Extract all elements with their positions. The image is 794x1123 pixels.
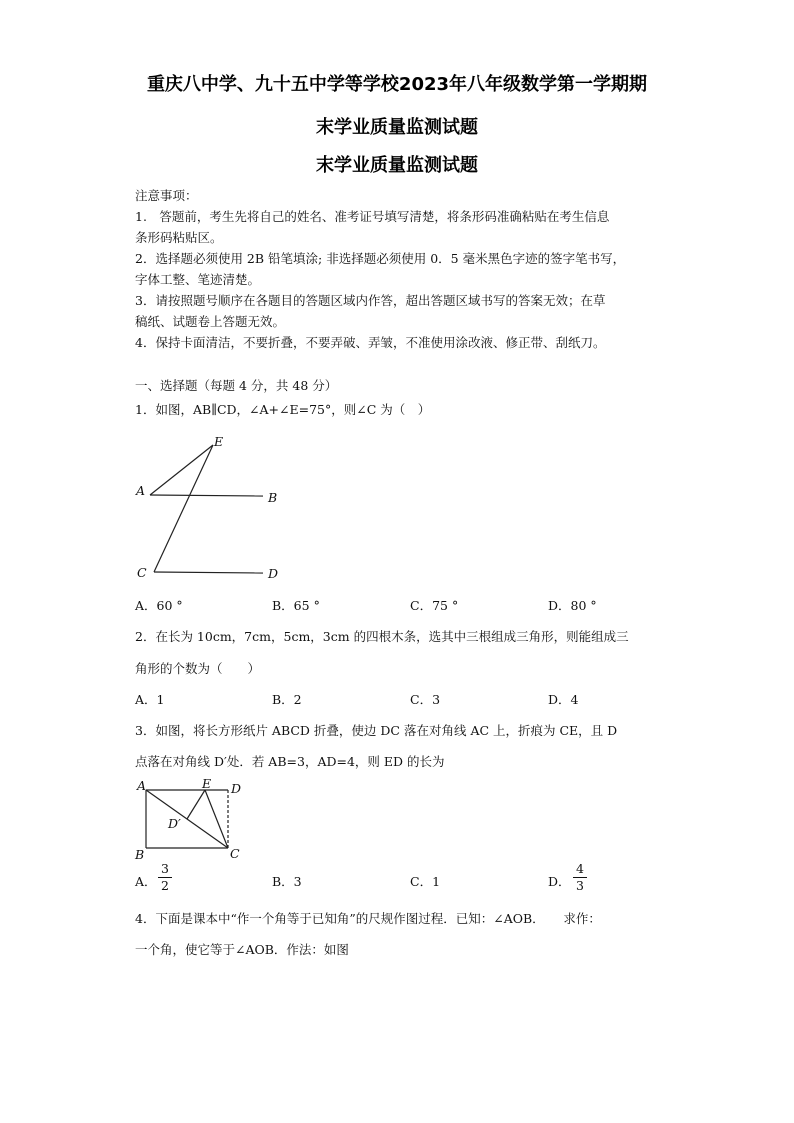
section-heading: 一、选择题（每题 4 分，共 48 分） [135, 378, 338, 393]
q1-label-E: E [214, 434, 224, 449]
q3-option-d-prefix: D． [548, 874, 571, 889]
q3-stem-line-1: 3．如图，将长方形纸片 ABCD 折叠，使边 DC 落在对角线 AC 上，折痕为 CE，且 D [135, 723, 618, 738]
notice-line: 稿纸、试题卷上答题无效。 [135, 314, 286, 329]
title-line-1: 重庆八中学、九十五中学等学校2023年八年级数学第一学期期 [146, 74, 648, 95]
q3-option-a-denominator: 2 [161, 878, 169, 893]
q4-stem-line-1: 4．下面是课本中“作一个角等于已知角”的尺规作图过程．已知：∠AOB． 求作： [135, 911, 601, 926]
q1-option-a: A．60 ° [135, 598, 183, 613]
notice-line: 3．请按照题号顺序在各题目的答题区域内作答，超出答题区域书写的答案无效；在草 [135, 293, 606, 308]
title-line-2: 末学业质量监测试题 [316, 117, 478, 138]
q2-option-b: B．2 [272, 692, 302, 707]
q3-option-d-numerator: 4 [576, 861, 584, 876]
q1-label-C: C [137, 565, 147, 580]
q3-option-d-denominator: 3 [576, 878, 584, 893]
q3-label-A: A [137, 778, 147, 793]
q1-figure [130, 430, 290, 585]
q3-label-E: E [202, 776, 212, 791]
q2-option-c: C．3 [410, 692, 441, 707]
q3-label-C: C [230, 846, 240, 861]
q2-option-d: D．4 [548, 692, 579, 707]
q3-option-a-fraction [158, 862, 172, 893]
q3-stem-line-2: 点落在对角线 D′处．若 AB=3，AD=4，则 ED 的长为 [135, 754, 445, 769]
notice-line: 条形码粘贴区。 [135, 230, 223, 245]
q1-option-d: D．80 ° [548, 598, 597, 613]
q3-option-a-prefix: A． [135, 874, 157, 889]
q2-option-a: A．1 [135, 692, 165, 707]
q1-label-A: A [136, 483, 146, 498]
q2-stem-line-1: 2．在长为 10cm，7cm，5cm，3cm 的四根木条，选其中三根组成三角形，则能组成三 [135, 629, 629, 644]
q4-stem-line-2: 一个角，使它等于∠AOB．作法：如图 [135, 942, 349, 957]
q3-label-D-prime: D′ [168, 816, 181, 831]
q1-option-b: B．65 ° [272, 598, 320, 613]
notice-line: 2．选择题必须使用 2B 铅笔填涂; 非选择题必须使用 0．5 毫米黑色字迹的签字笔书写， [135, 251, 626, 266]
notice-heading: 注意事项： [135, 188, 198, 203]
notice-line: 1. 答题前，考生先将自己的姓名、准考证号填写清楚，将条形码准确粘贴在考生信息 [135, 209, 610, 224]
q1-stem: 1．如图，AB∥CD，∠A+∠E=75°，则∠C 为（ ） [135, 402, 431, 417]
q3-option-b: B．3 [272, 874, 302, 889]
q2-stem-line-2: 角形的个数为（ ） [135, 661, 261, 676]
q1-option-c: C．75 ° [410, 598, 459, 613]
q3-option-c: C．1 [410, 874, 441, 889]
q3-option-d-fraction [573, 862, 587, 893]
q3-option-a-numerator: 3 [161, 861, 169, 876]
q3-label-B: B [135, 847, 145, 862]
q3-label-D: D [231, 781, 242, 796]
title-line-3: 末学业质量监测试题 [316, 155, 478, 176]
q1-label-B: B [268, 490, 278, 505]
notice-line: 4．保持卡面清洁，不要折叠，不要弄破、弄皱，不准使用涂改液、修正带、刮纸刀。 [135, 335, 606, 350]
notice-line: 字体工整、笔迹清楚。 [135, 272, 261, 287]
q1-label-D: D [268, 566, 279, 581]
q3-figure [130, 778, 255, 863]
